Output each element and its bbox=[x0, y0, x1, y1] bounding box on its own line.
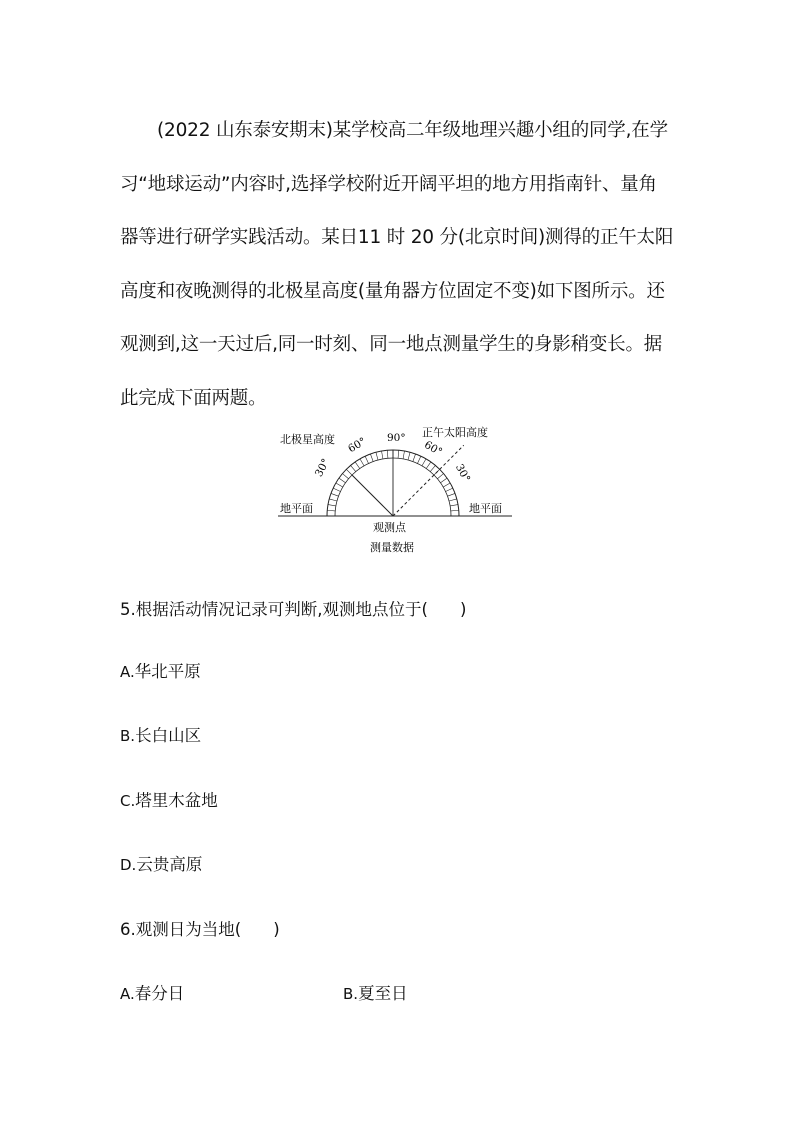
protractor-tick bbox=[446, 488, 453, 491]
degree-30-right-label: 30° bbox=[452, 462, 473, 485]
polaris-altitude-line bbox=[352, 475, 393, 516]
protractor-tick bbox=[403, 451, 404, 459]
option-text: 夏至日 bbox=[358, 984, 408, 1003]
question-number: 5. bbox=[120, 600, 136, 619]
option-5b[interactable] bbox=[120, 722, 201, 746]
protractor-tick bbox=[331, 493, 339, 496]
protractor-tick bbox=[408, 452, 410, 460]
option-5d[interactable] bbox=[120, 851, 202, 875]
intro-paragraph bbox=[120, 104, 682, 425]
protractor-tick bbox=[329, 499, 337, 501]
protractor-tick bbox=[370, 454, 373, 462]
question-stem: 观测日为当地( bbox=[135, 920, 242, 939]
intro-line: 习“地球运动”内容时,选择学校附近开阔平坦的地方用指南针、量角 bbox=[120, 173, 657, 195]
option-6b[interactable] bbox=[343, 980, 408, 1004]
protractor-tick bbox=[437, 474, 443, 479]
horizon-left-label: 地平面 bbox=[280, 502, 313, 515]
protractor-tick bbox=[376, 452, 378, 460]
intro-line: (2022 山东泰安期末)某学校高二年级地理兴趣小组的同学,在学 bbox=[157, 120, 668, 141]
option-text: 华北平原 bbox=[134, 662, 201, 681]
protractor-tick bbox=[346, 469, 352, 475]
intro-line: 器等进行研学实践活动。某日11 时 20 分(北京时间)测得的正午太阳 bbox=[120, 227, 674, 248]
protractor-tick bbox=[336, 483, 343, 487]
option-key: B. bbox=[120, 727, 136, 745]
protractor-tick bbox=[450, 505, 458, 506]
option-key: A. bbox=[120, 985, 135, 1003]
protractor-tick bbox=[351, 465, 356, 471]
protractor-tick bbox=[441, 478, 448, 483]
observer-label: 观测点 bbox=[373, 521, 406, 534]
protractor-tick bbox=[426, 462, 431, 469]
option-key: D. bbox=[120, 856, 137, 874]
protractor-tick bbox=[365, 456, 368, 463]
option-text: 春分日 bbox=[134, 984, 185, 1003]
protractor-tick bbox=[448, 493, 456, 496]
protractor-tick bbox=[360, 459, 364, 466]
protractor-tick bbox=[328, 505, 336, 506]
question-6 bbox=[120, 916, 280, 940]
protractor-tick bbox=[333, 488, 340, 491]
option-key: C. bbox=[120, 792, 136, 810]
figure-caption: 测量数据 bbox=[370, 541, 414, 554]
protractor-tick bbox=[342, 474, 348, 479]
sun-label: 正午太阳高度 bbox=[422, 426, 488, 439]
protractor-tick bbox=[327, 510, 335, 511]
protractor-tick bbox=[449, 499, 457, 501]
option-5a[interactable] bbox=[120, 658, 201, 682]
protractor-tick bbox=[451, 510, 459, 511]
option-text: 塔里木盆地 bbox=[135, 791, 218, 810]
protractor-diagram bbox=[276, 420, 516, 560]
protractor-tick bbox=[413, 454, 416, 462]
option-key: A. bbox=[120, 663, 135, 681]
question-close-paren: ) bbox=[459, 600, 467, 619]
degree-60-left-label: 60° bbox=[346, 435, 369, 456]
question-close-paren: ) bbox=[273, 920, 280, 939]
intro-line: 高度和夜晚测得的北极星高度(量角器方位固定不变)如下图所示。还 bbox=[120, 280, 665, 302]
degree-60-right-label: 60° bbox=[422, 438, 445, 459]
protractor-tick bbox=[430, 465, 435, 471]
protractor-tick bbox=[355, 462, 360, 469]
question-5 bbox=[120, 596, 466, 620]
option-6a[interactable] bbox=[120, 980, 184, 1004]
horizon-right-label: 地平面 bbox=[469, 502, 502, 515]
polaris-label: 北极星高度 bbox=[280, 433, 335, 446]
protractor-tick bbox=[398, 450, 399, 458]
protractor-tick bbox=[382, 451, 383, 459]
protractor-tick bbox=[387, 450, 388, 458]
protractor-tick bbox=[422, 459, 426, 466]
intro-line: 观测到,这一天过后,同一时刻、同一地点测量学生的身影稍变长。据 bbox=[120, 334, 663, 355]
degree-90-label: 90° bbox=[387, 432, 406, 444]
intro-line: 此完成下面两题。 bbox=[120, 387, 267, 409]
option-5c[interactable] bbox=[120, 787, 218, 811]
option-key: B. bbox=[343, 985, 359, 1003]
protractor-figure bbox=[276, 420, 516, 560]
option-text: 长白山区 bbox=[135, 726, 202, 745]
question-number: 6. bbox=[120, 920, 136, 939]
protractor-tick bbox=[339, 478, 346, 483]
option-text: 云贵高原 bbox=[136, 855, 203, 874]
degree-30-left-label: 30° bbox=[312, 456, 333, 479]
question-stem: 根据活动情况记录可判断,观测地点位于( bbox=[135, 600, 428, 619]
protractor-tick bbox=[443, 483, 450, 487]
protractor-tick bbox=[418, 456, 421, 463]
